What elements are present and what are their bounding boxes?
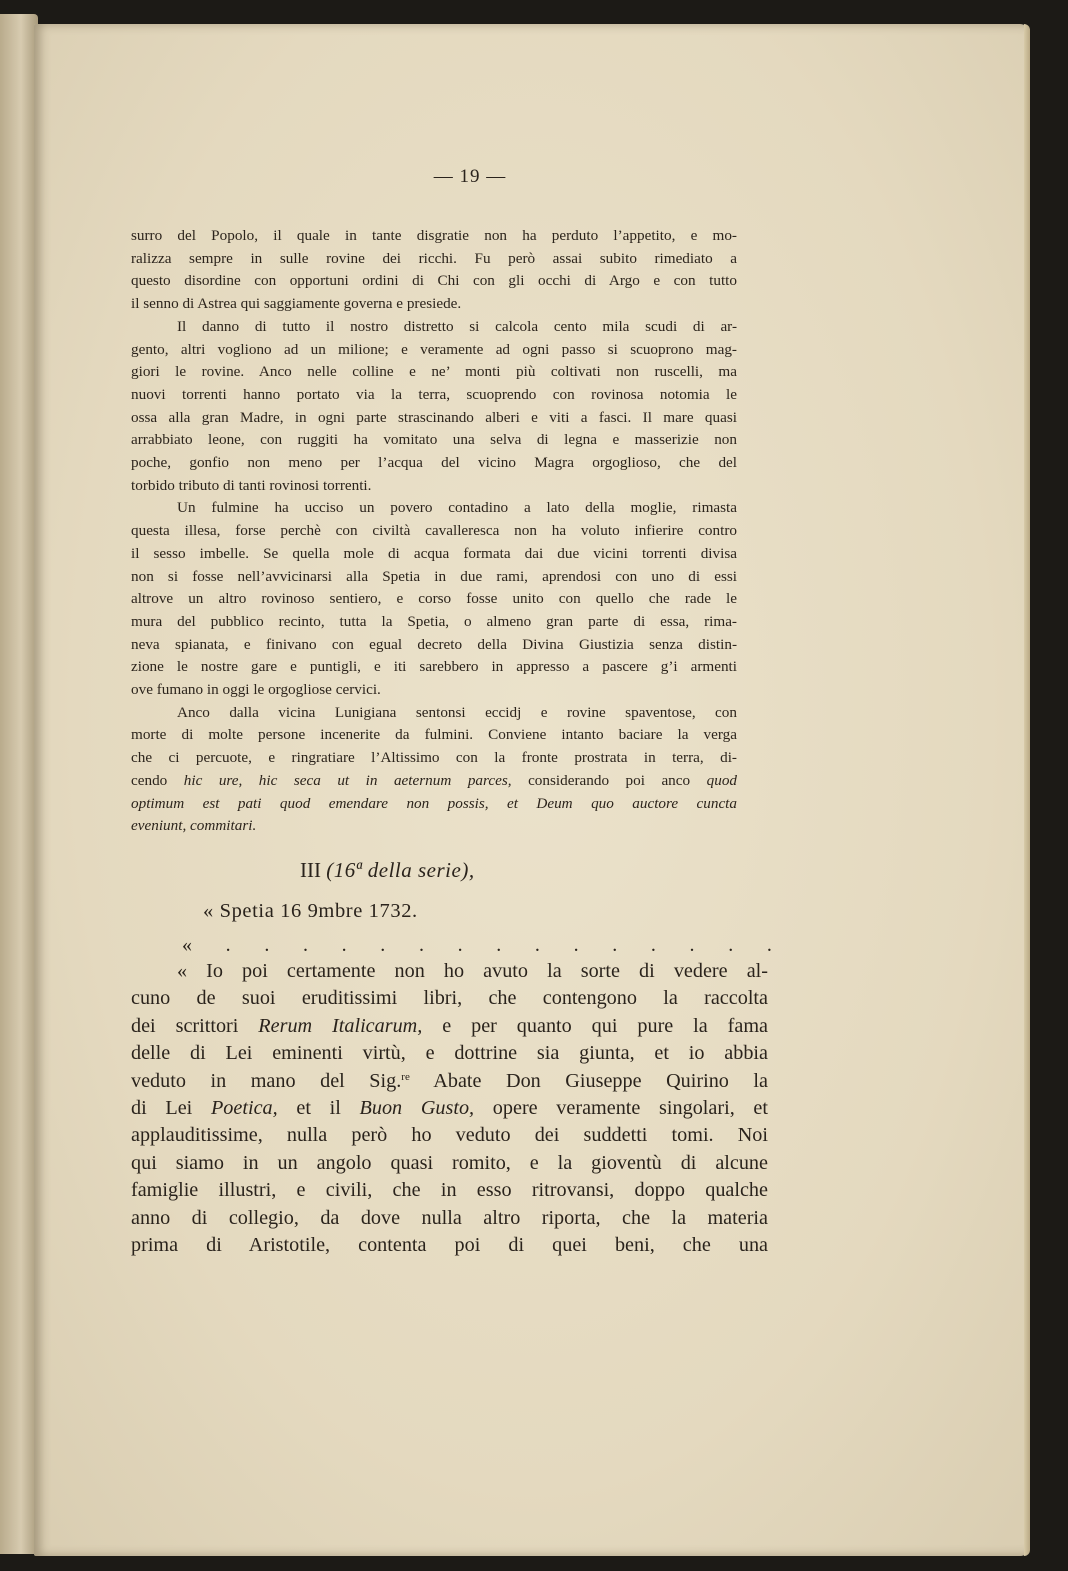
text-line: giori le rovine. Anco nelle colline e ne’ monti più coltivati non ruscelli, ma: [131, 363, 737, 381]
text-line: mura del pubblico recinto, tutta la Spetia, o almeno gran parte di essa, rima-: [131, 612, 737, 630]
text-run: considerando poi anco: [511, 771, 707, 789]
text-line: ove fumano in oggi le orgogliose cervici.: [131, 681, 381, 699]
omission-dot: .: [418, 934, 424, 956]
text-line: questo disordine con opportuni ordini di Chi con gli occhi di Argo e con tutto: [131, 272, 737, 290]
paragraph-4: [131, 702, 737, 838]
text-line: Anco dalla vicina Lunigiana sentonsi eccidj e rovine spaventose, con: [177, 703, 737, 721]
text-run: veduto in mano del Sig.: [131, 1069, 402, 1092]
text-line: nuovi torrenti hanno portato via la terra, scuoprendo con rovinosa notomia le: [131, 385, 737, 403]
text-line: il sesso imbelle. Se quella mole di acqua formata dai due vicini torrenti divisa: [131, 544, 737, 562]
text-line: che ci percuote, e ringratiare l’Altissimo con la fronte prostrata in terra, di-: [131, 749, 737, 767]
text-line: morte di molte persone incenerite da fulmini. Conviene intanto baciare la verga: [131, 726, 737, 744]
previous-page-edge: [0, 14, 38, 1554]
text-line: arrabbiato leone, con ruggiti ha vomitato una selva di legna e masserizie non: [131, 431, 737, 449]
text-line: surro del Popolo, il quale in tante disgratie non ha perduto l’appetito, e mo-: [131, 227, 737, 244]
text-line: gento, altri vogliono ad un milione; e veramente ad ogni passo si scuoprono mag-: [131, 340, 737, 358]
superscript: re: [401, 1070, 410, 1083]
omission-dot: .: [728, 934, 734, 956]
page-fore-edge: [1024, 24, 1030, 1556]
omission-dot: .: [380, 934, 386, 956]
text-line: [131, 770, 737, 793]
paragraph-2: [131, 316, 737, 498]
letter-text-large: [131, 958, 768, 1259]
omission-dots: [182, 934, 772, 957]
text-run: e per quanto qui pure la fama: [422, 1014, 769, 1037]
text-run: di Lei: [131, 1097, 211, 1120]
text-line: questa illesa, forse perchè con civiltà cavalleresca non ha voluto infierire contro: [131, 522, 737, 540]
text-run: opere veramente singolari, et: [474, 1097, 768, 1120]
text-line: non si fosse nell’avvicinarsi alla Spetia in due rami, aprendosi con uno di essi: [131, 567, 737, 585]
text-line: cuno de suoi eruditissimi libri, che contengono la raccolta: [131, 987, 768, 1010]
omission-dot: .: [612, 934, 618, 956]
book-title: Buon Gusto,: [359, 1097, 475, 1120]
text-line: applauditissime, nulla però ho veduto dei suddetti tomi. Noi: [131, 1124, 768, 1147]
section-note: (16ª della serie),: [326, 858, 475, 882]
text-line: Il danno di tutto il nostro distretto si calcola cento mila scudi di ar-: [177, 317, 737, 335]
omission-dot: .: [534, 934, 540, 956]
text-line: [131, 1013, 768, 1040]
latin-quote: hic ure, hic seca ut in aeternum parces,: [183, 771, 512, 789]
paragraph-1: [131, 225, 737, 316]
omission-dot: .: [225, 934, 231, 956]
text-line: poche, gonfio non meno per l’acqua del vicino Magra orgoglioso, che del: [131, 454, 737, 472]
text-line: [131, 1095, 768, 1122]
omission-dot: .: [766, 934, 772, 956]
text-line: altrove un altro rovinoso sentiero, e corso fosse unito con quello che rade le: [131, 590, 737, 608]
omission-dot: .: [457, 934, 463, 956]
text-line: il senno di Astrea qui saggiamente governa e presiede.: [131, 295, 462, 313]
paragraph-3: [131, 497, 737, 701]
text-line: anno di collegio, da dove nulla altro riporta, che la materia: [131, 1206, 768, 1229]
text-run: Abate Don Giuseppe Quirino la: [409, 1069, 769, 1092]
omission-dot: .: [650, 934, 656, 956]
text-run: cendo: [131, 771, 184, 789]
letter-dateline: « Spetia 16 9mbre 1732.: [203, 900, 418, 922]
text-line: zione le nostre gare e puntigli, e iti sarebbero in appresso a pascere g’i armenti: [131, 658, 737, 676]
text-run: dei scrittori: [131, 1014, 259, 1037]
text-line: [131, 1068, 768, 1095]
latin-quote-line: eveniunt, commitari.: [131, 817, 257, 835]
text-line: neva spianata, e finivano con egual decreto della Divina Giustizia senza distin-: [131, 635, 737, 653]
section-numeral: III: [300, 858, 321, 882]
omission-dot: .: [689, 934, 695, 956]
book-title: Rerum Italicarum,: [258, 1014, 423, 1037]
page-number: — 19 —: [433, 166, 507, 187]
text-line: « Io poi certamente non ho avuto la sorte di vedere al-: [177, 960, 768, 982]
omission-dot: .: [573, 934, 579, 956]
latin-quote: quod: [706, 771, 737, 789]
text-line: famiglie illustri, e civili, che in esso ritrovansi, doppo qualche: [131, 1179, 768, 1202]
text-line: qui siamo in un angolo quasi romito, e la gioventù di alcune: [131, 1151, 768, 1174]
text-line: ralizza sempre in sulle rovine dei ricchi. Fu però assai subito rimediato a: [131, 249, 737, 267]
omission-dot: .: [302, 934, 308, 956]
text-run: et il: [277, 1097, 360, 1120]
open-quote: «: [182, 934, 192, 956]
text-line: ossa alla gran Madre, in ogni parte strascinando alberi e viti a fasci. Il mare quasi: [131, 408, 737, 426]
text-line: delle di Lei eminenti virtù, e dottrine sia giunta, et io abbia: [131, 1042, 768, 1065]
omission-dot: .: [496, 934, 502, 956]
text-line: torbido tributo di tanti rovinosi torrenti.: [131, 476, 372, 494]
section-heading: [300, 858, 640, 883]
omission-dot: .: [341, 934, 347, 956]
text-line: prima di Aristotile, contenta poi di quei beni, che una: [131, 1234, 768, 1257]
book-title: Poetica,: [210, 1097, 278, 1120]
latin-quote-line: optimum est pati quod emendare non possis, et Deum quo auctore cuncta: [131, 794, 737, 812]
letter-text-small: [131, 225, 737, 838]
omission-dot: .: [264, 934, 270, 956]
text-line: Un fulmine ha ucciso un povero contadino a lato della moglie, rimasta: [177, 499, 737, 517]
